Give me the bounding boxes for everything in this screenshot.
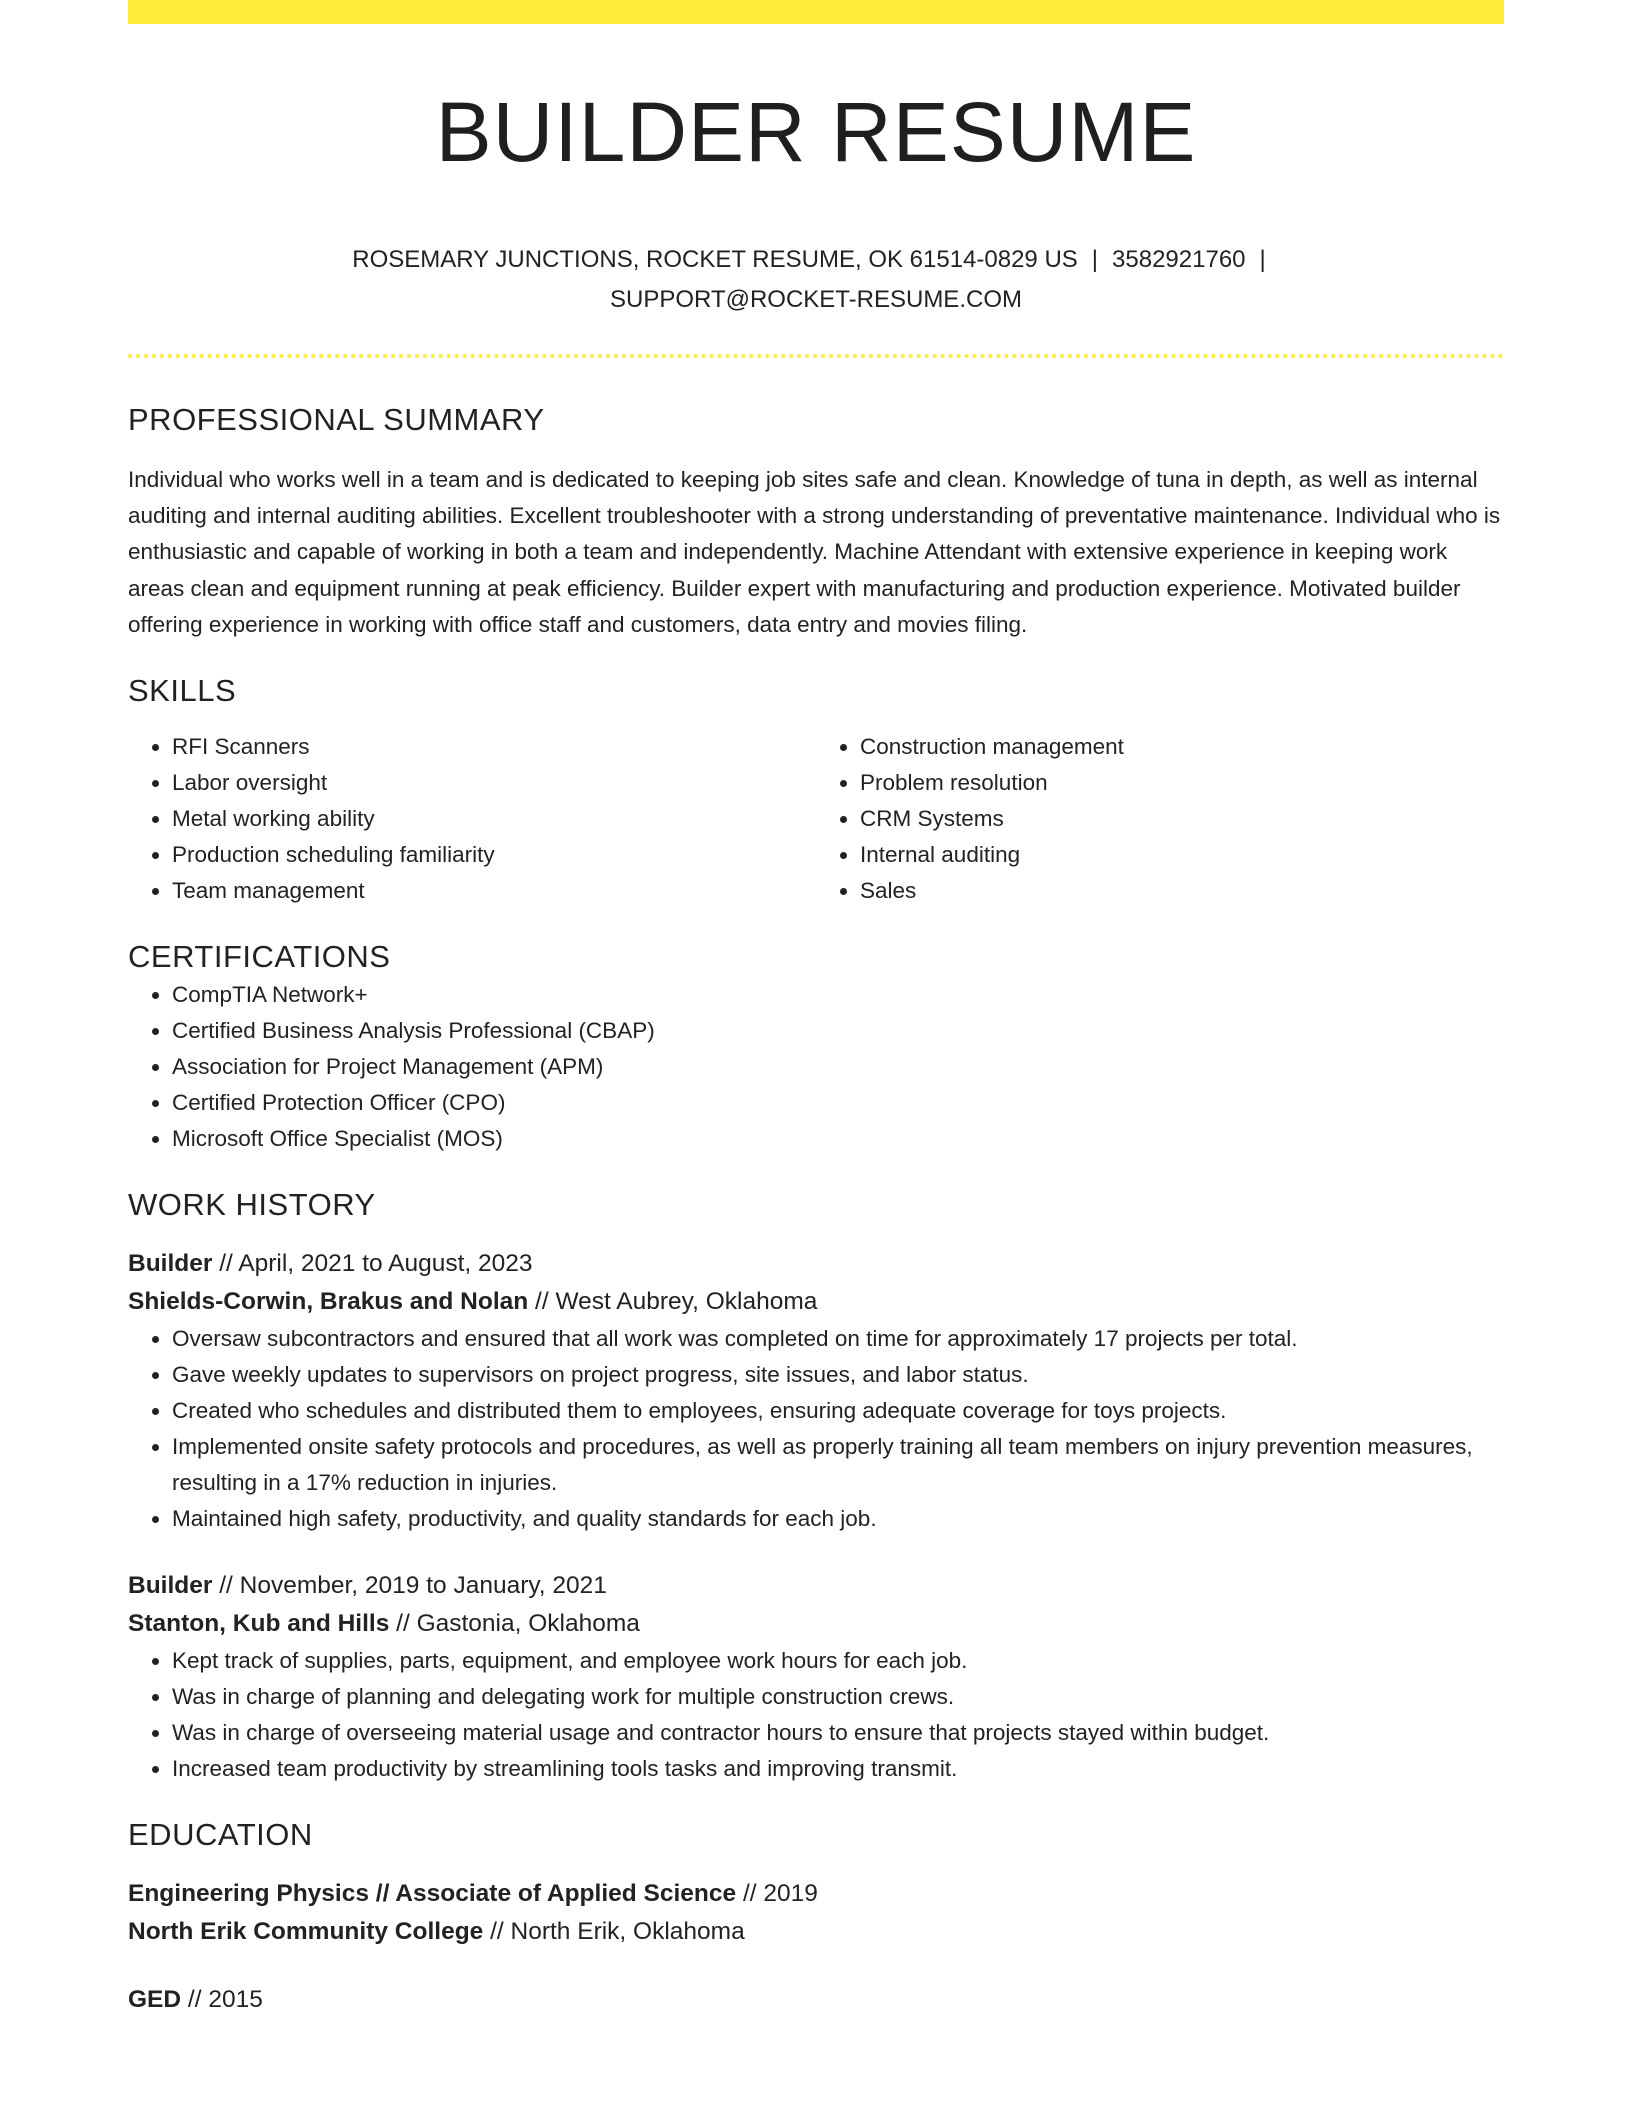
resume-title: BUILDER RESUME [435,85,1197,179]
education-heading: EDUCATION [128,1817,313,1853]
list-item: • Labor oversight [172,765,816,801]
list-item: • Team management [172,873,816,909]
job-company-line [128,1605,1504,1643]
dotted-divider [128,354,1504,358]
list-item: • Was in charge of overseeing material usage and contractor hours to ensure that projects stayed within budget. [172,1715,1504,1751]
list-item: • Increased team productivity by streamlining tools tasks and improving transmit. [172,1751,1504,1787]
education-entry [128,1875,1504,1951]
education-school: North Erik Community College [128,1918,484,1946]
skills-list-left [128,729,816,909]
list-item: • Gave weekly updates to supervisors on project progress, site issues, and labor status. [172,1357,1504,1393]
contact-line-2 [128,280,1504,320]
list-item: • RFI Scanners [172,729,816,765]
list-item: • Association for Project Management (APM) [172,1049,1504,1085]
work-history-heading: WORK HISTORY [128,1187,376,1223]
job-title-line [128,1245,1504,1283]
job-entry [128,1245,1504,1537]
list-item: • Metal working ability [172,801,816,837]
education-degree: Engineering Physics // Associate of Applied Science [128,1880,737,1908]
address: ROSEMARY JUNCTIONS, ROCKET RESUME, OK 61514-0829 US [352,246,1078,273]
job-title-line [128,1567,1504,1605]
skills-heading: SKILLS [128,673,237,709]
list-item: • Production scheduling familiarity [172,837,816,873]
list-item: • Microsoft Office Specialist (MOS) [172,1121,1504,1157]
contact-line-1 [128,240,1504,280]
education-location: // North Erik, Oklahoma [483,1918,745,1946]
education-degree: GED [128,1986,182,2014]
list-item: • Sales [860,873,1504,909]
list-item: • CRM Systems [860,801,1504,837]
summary-text: Individual who works well in a team and is dedicated to keeping job sites safe and clean. Knowledge of tuna in depth, as well as internal auditing and internal auditing abilities. Excellent troubleshooter with a strong understanding of preventative maintenance. Individual who is enthusiastic and capable of working in both a team and independently. Machine Attendant with extensive experience in keeping work areas clean and equipment running at peak efficiency. Builder expert with manufacturing and production experience. Motivated builder offering experience in working with office staff and customers, data entry and movies filing. [128,467,1501,637]
summary-heading: PROFESSIONAL SUMMARY [128,402,545,437]
email: SUPPORT@ROCKET-RESUME.COM [610,286,1022,313]
skills-columns [128,729,1504,909]
job-entry [128,1567,1504,1787]
job-company: Stanton, Kub and Hills [128,1610,390,1638]
job-bullets [128,1643,1504,1787]
phone: 3582921760 [1112,246,1246,273]
education-degree-line [128,1875,1504,1913]
list-item: • Created who schedules and distributed them to employees, ensuring adequate coverage for toys projects. [172,1393,1504,1429]
resume-page [128,0,1504,2019]
list-item: • CompTIA Network+ [172,977,1504,1013]
job-dates: // April, 2021 to August, 2023 [212,1250,533,1278]
skills-list-right [816,729,1504,909]
education-school-line [128,1913,1504,1951]
accent-bar [128,0,1504,24]
education-year: // 2015 [181,1986,263,2014]
list-item: • Internal auditing [860,837,1504,873]
job-bullets [128,1321,1504,1537]
list-item: • Certified Protection Officer (CPO) [172,1085,1504,1121]
contact-block [128,240,1504,320]
certifications-heading: CERTIFICATIONS [128,939,391,975]
list-item: • Was in charge of planning and delegating work for multiple construction crews. [172,1679,1504,1715]
job-company: Shields-Corwin, Brakus and Nolan [128,1288,529,1316]
job-company-line [128,1283,1504,1321]
list-item: • Kept track of supplies, parts, equipment, and employee work hours for each job. [172,1643,1504,1679]
list-item: • Construction management [860,729,1504,765]
certifications-list [128,977,1504,1157]
separator: | [1091,246,1099,273]
education-year: // 2019 [736,1880,818,1908]
job-role: Builder [128,1250,213,1278]
job-dates: // November, 2019 to January, 2021 [212,1572,607,1600]
job-location: // Gastonia, Oklahoma [389,1610,640,1638]
education-degree-line [128,1981,1504,2019]
list-item: • Implemented onsite safety protocols and procedures, as well as properly training all team members on injury prevention measures, resulting in a 17% reduction in injuries. [172,1429,1504,1501]
list-item: • Maintained high safety, productivity, and quality standards for each job. [172,1501,1504,1537]
list-item: • Certified Business Analysis Professional (CBAP) [172,1013,1504,1049]
education-entry [128,1981,1504,2019]
list-item: • Problem resolution [860,765,1504,801]
separator: | [1259,246,1266,273]
job-location: // West Aubrey, Oklahoma [528,1288,818,1316]
list-item: • Oversaw subcontractors and ensured that all work was completed on time for approximately 17 projects per total. [172,1321,1504,1357]
job-role: Builder [128,1572,213,1600]
